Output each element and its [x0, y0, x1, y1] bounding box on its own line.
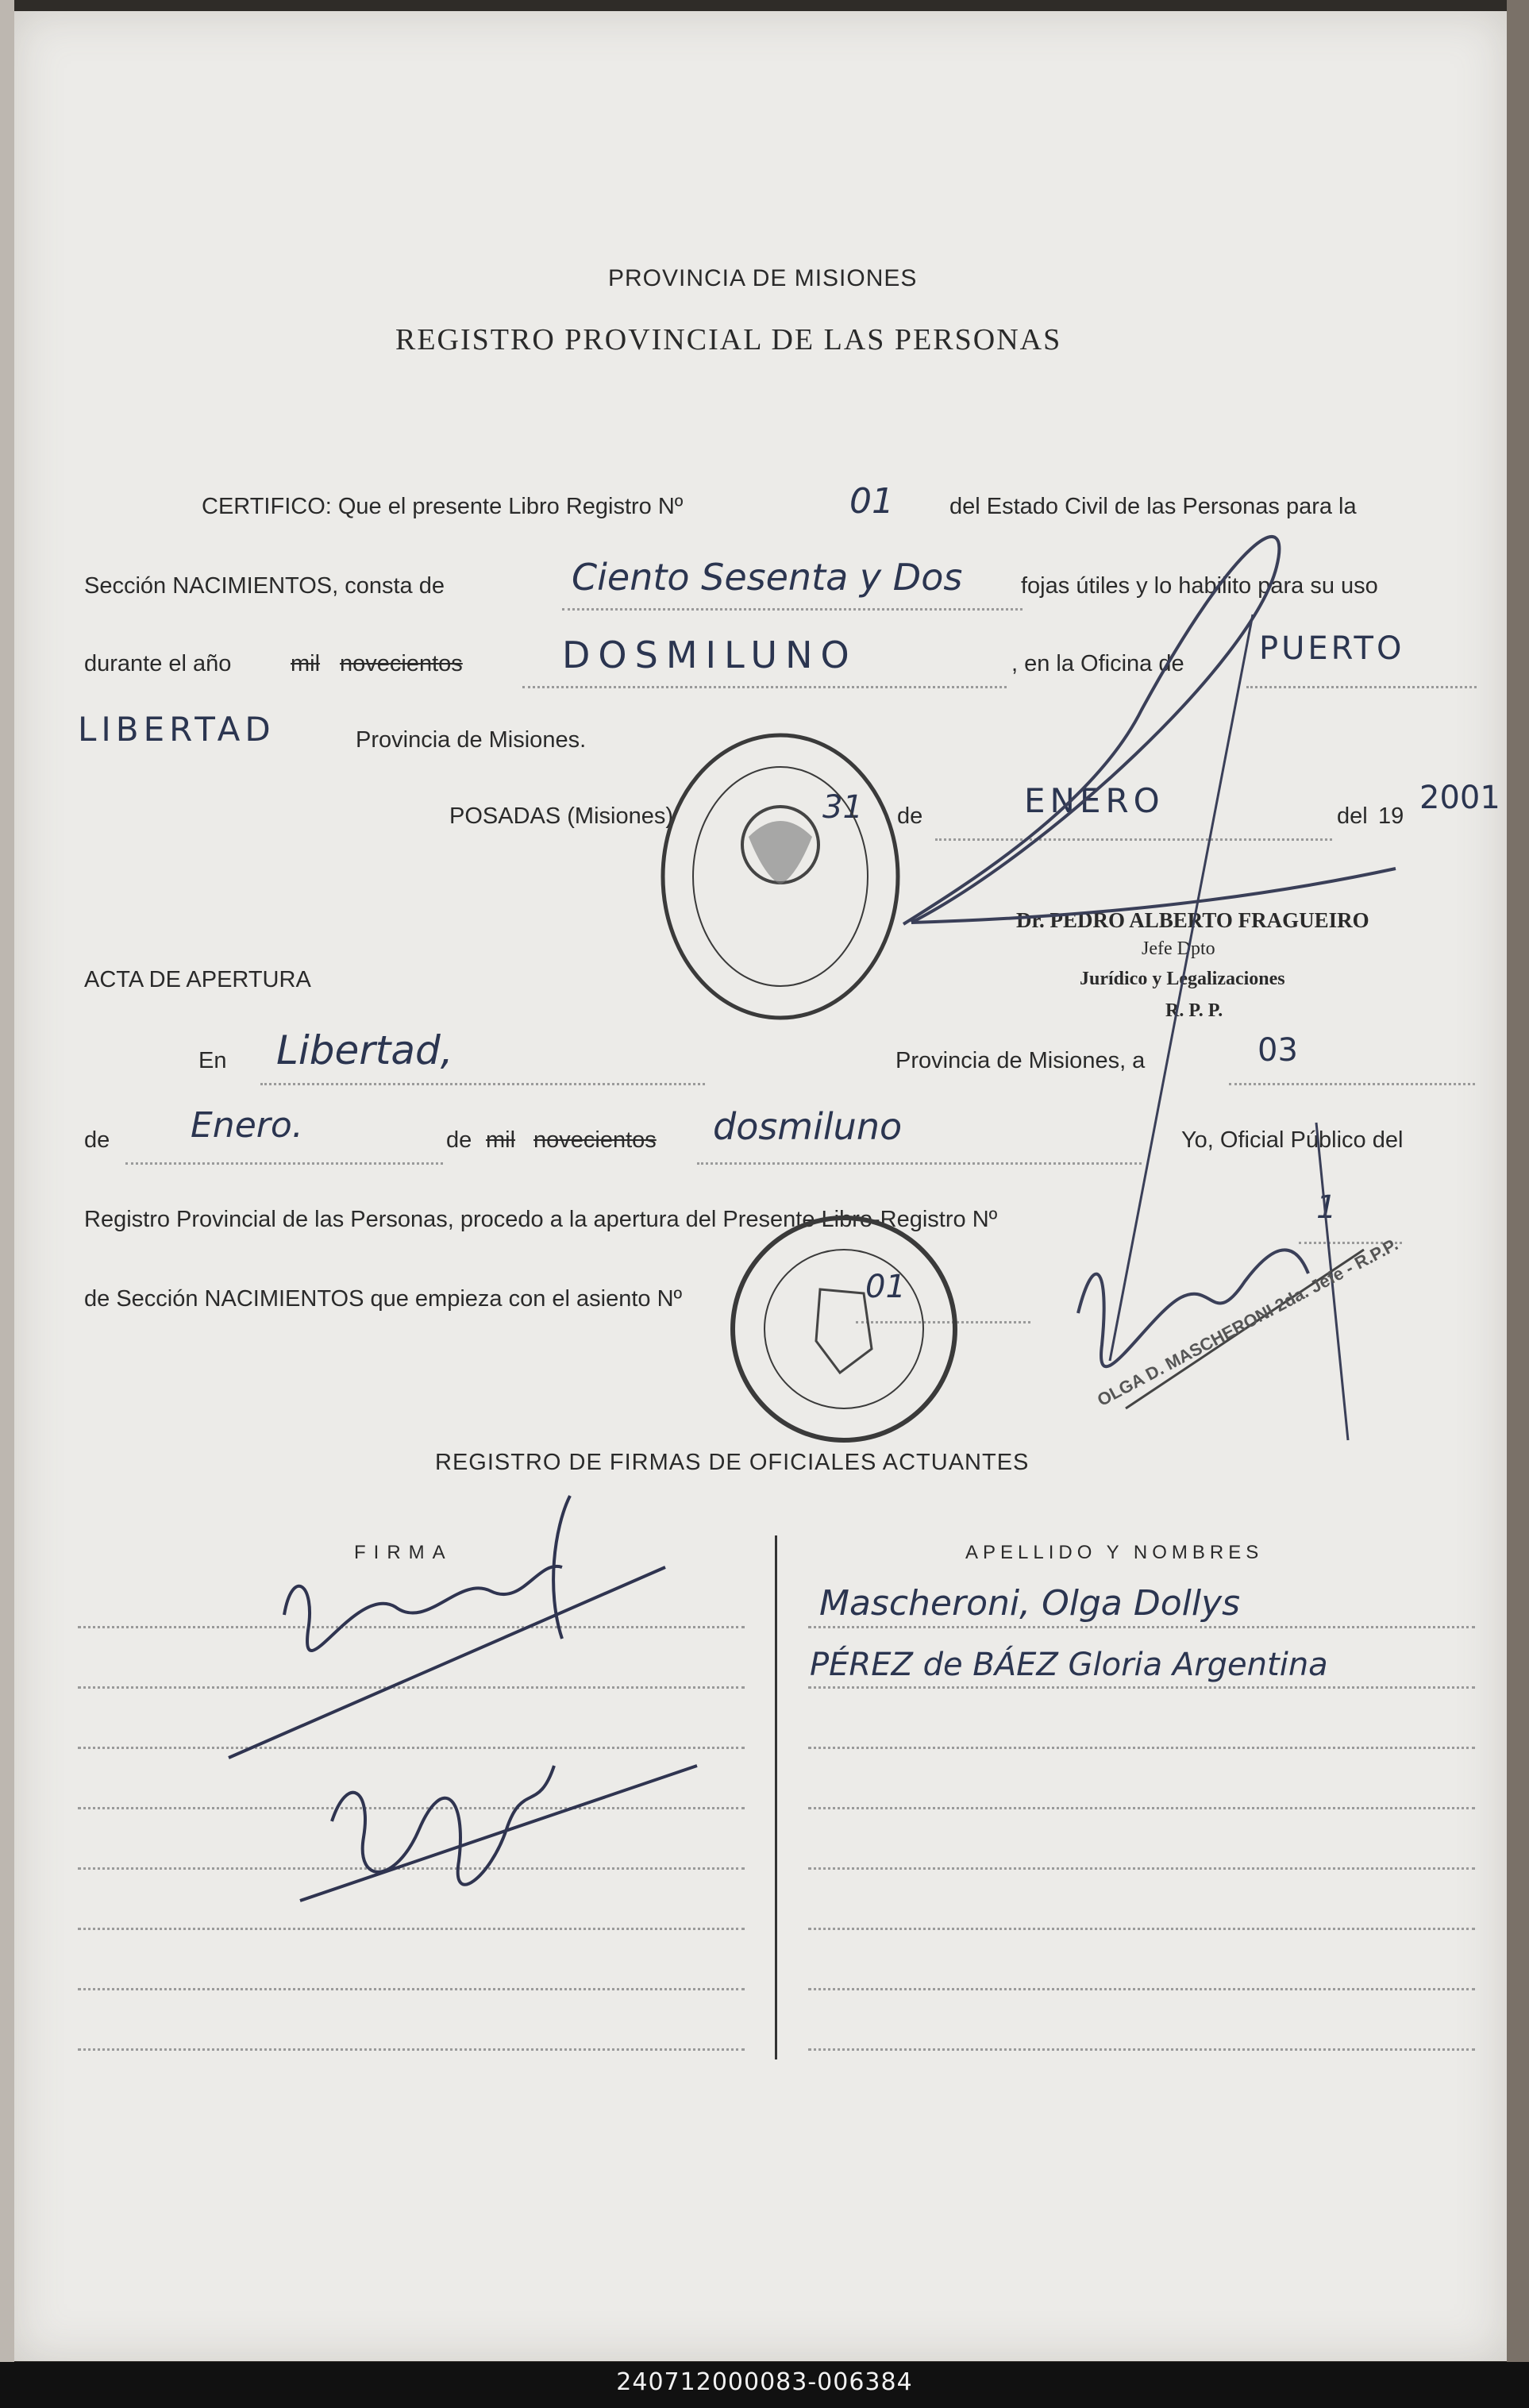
cert-line3-suffix: , en la Oficina de: [1011, 651, 1184, 676]
acta-seccion-line: de Sección NACIMIENTOS que empieza con el asiento Nº: [84, 1286, 683, 1312]
certificate-de: de: [897, 803, 923, 829]
acta-asiento: 01: [865, 1269, 906, 1305]
mascheroni-stamp-text: OLGA D. MASCHERONI 2da. Jefe - R.P.P.: [1094, 1234, 1402, 1411]
certificate-day: 31: [822, 789, 863, 826]
page-count-handwritten: Ciento Sesenta y Dos: [572, 556, 963, 599]
page-left-edge: [0, 0, 14, 2374]
name-row-2: PÉREZ de BÁEZ Gloria Argentina: [810, 1647, 1328, 1683]
stamps-and-signatures: [14, 11, 1507, 2361]
acta-de1: de: [84, 1127, 110, 1153]
acta-de2: de: [446, 1127, 472, 1153]
document-page: [14, 11, 1507, 2361]
office-part1: PUERTO: [1259, 630, 1405, 667]
delegacion-stamp: [733, 1218, 955, 1440]
acta-provincia: Provincia de Misiones, a: [895, 1048, 1146, 1073]
acta-en: En: [198, 1048, 227, 1073]
posadas-label: POSADAS (Misiones): [449, 803, 674, 829]
certificate-del: del: [1337, 803, 1368, 829]
name-row-1: Mascheroni, Olga Dollys: [819, 1583, 1241, 1624]
cert-line1-suffix: del Estado Civil de las Personas para la: [949, 494, 1357, 519]
cert-line3-prefix: durante el año: [84, 651, 232, 676]
acta-struck-novecientos: novecientos: [533, 1127, 657, 1153]
printed-century: 19: [1378, 803, 1404, 829]
cert-line4-suffix: Provincia de Misiones.: [356, 727, 587, 753]
acta-year: dosmiluno: [713, 1105, 903, 1148]
signatory-name: Dr. PEDRO ALBERTO FRAGUEIRO: [1016, 908, 1369, 932]
cert-line2-prefix: Sección NACIMIENTOS, consta de: [84, 573, 445, 599]
page-right-background: [1507, 0, 1529, 2374]
struck-novecientos: novecientos: [340, 651, 463, 676]
province-heading: PROVINCIA DE MISIONES: [608, 265, 918, 291]
acta-book-number: 1: [1316, 1189, 1337, 1226]
acta-month: Enero.: [191, 1105, 303, 1146]
signatory-title2: Jurídico y Legalizaciones: [1080, 969, 1285, 989]
book-number: 01: [849, 481, 894, 522]
registry-heading: REGISTRO PROVINCIAL DE LAS PERSONAS: [395, 323, 1062, 356]
col-apellido: APELLIDO Y NOMBRES: [965, 1542, 1264, 1563]
year-handwritten: DOSMILUNO: [562, 634, 857, 676]
col-firma: FIRMA: [354, 1542, 453, 1563]
cert-line1-prefix: CERTIFICO: Que el presente Libro Registro Nº: [202, 494, 684, 519]
cert-line2-suffix: fojas útiles y lo habilito para su uso: [1021, 573, 1378, 599]
struck-mil: mil: [291, 651, 321, 676]
firmas-title: REGISTRO DE FIRMAS DE OFICIALES ACTUANTES: [435, 1450, 1030, 1475]
acta-day: 03: [1257, 1032, 1298, 1069]
certificate-year: 2001: [1419, 780, 1500, 816]
footer-code: 240712000083-006384: [616, 2368, 913, 2396]
acta-title: ACTA DE APERTURA: [84, 967, 311, 992]
acta-registro-line: Registro Provincial de las Personas, procedo a la apertura del Presente Libro-Registro Nº: [84, 1207, 998, 1232]
acta-oficial: Yo, Oficial Público del: [1181, 1127, 1404, 1153]
direccion-general-stamp: [663, 735, 898, 1018]
office-part2: LIBERTAD: [78, 710, 275, 749]
acta-struck-mil: mil: [486, 1127, 516, 1153]
certificate-month: ENERO: [1024, 781, 1165, 820]
signatory-title3: R. P. P.: [1165, 1000, 1223, 1021]
signatory-title1: Jefe Dpto: [1142, 938, 1215, 959]
acta-place: Libertad,: [276, 1027, 453, 1073]
